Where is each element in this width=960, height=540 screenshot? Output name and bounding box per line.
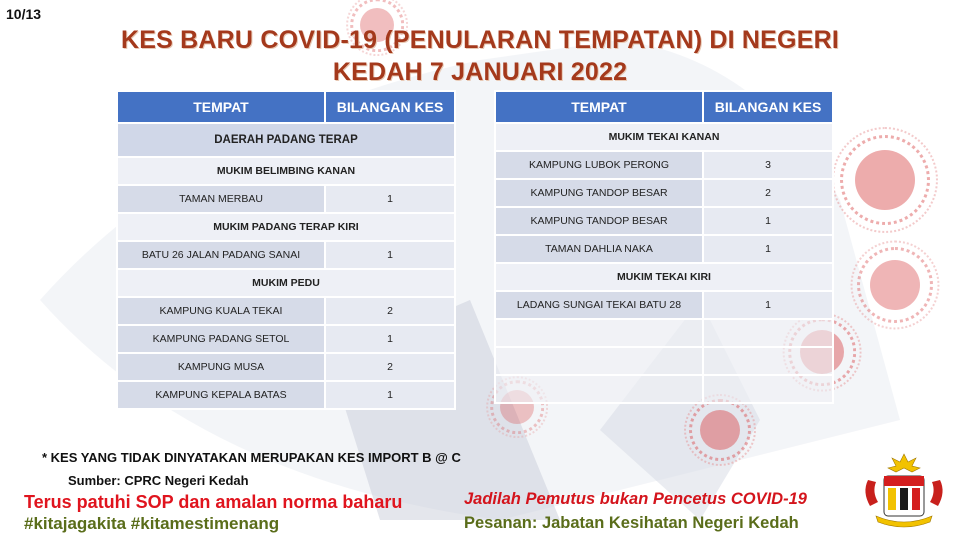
table-row	[117, 241, 455, 269]
count-cell: 1	[325, 185, 455, 213]
mukim-label: MUKIM BELIMBING KANAN	[117, 157, 455, 185]
mukim-label: MUKIM TEKAI KIRI	[495, 263, 833, 291]
table-header-row	[495, 91, 833, 123]
place-cell: KAMPUNG TANDOP BESAR	[495, 179, 703, 207]
place-cell: BATU 26 JALAN PADANG SANAI	[117, 241, 325, 269]
table-header-row	[117, 91, 455, 123]
count-cell: 3	[703, 151, 833, 179]
sop-message: Terus patuhi SOP dan amalan norma baharu	[24, 492, 403, 512]
table-row	[117, 325, 455, 353]
table-row	[495, 235, 833, 263]
count-cell: 1	[325, 241, 455, 269]
place-cell: LADANG SUNGAI TEKAI BATU 28	[495, 291, 703, 319]
table-row	[495, 151, 833, 179]
footnote: * KES YANG TIDAK DINYATAKAN MERUPAKAN KES IMPORT B @ C	[42, 450, 461, 465]
table-row	[495, 179, 833, 207]
left-cases-table	[116, 90, 456, 410]
place-cell: KAMPUNG TANDOP BESAR	[495, 207, 703, 235]
right-cases-table	[494, 90, 834, 404]
count-cell: 1	[703, 235, 833, 263]
mukim-row	[117, 213, 455, 241]
header-bilangan-kes: BILANGAN KES	[703, 91, 833, 123]
place-cell: TAMAN MERBAU	[117, 185, 325, 213]
table-row	[495, 291, 833, 319]
coat-of-arms-icon	[858, 452, 950, 530]
table-row	[117, 353, 455, 381]
empty-row	[495, 347, 833, 375]
place-cell: KAMPUNG LUBOK PERONG	[495, 151, 703, 179]
header-bilangan-kes: BILANGAN KES	[325, 91, 455, 123]
virus-decoration	[855, 150, 915, 210]
empty-row	[495, 375, 833, 403]
count-cell: 1	[703, 207, 833, 235]
virus-decoration	[870, 260, 920, 310]
count-cell: 2	[325, 353, 455, 381]
header-tempat: TEMPAT	[495, 91, 703, 123]
table-row	[117, 381, 455, 409]
page-title	[100, 24, 860, 88]
mukim-label: MUKIM TEKAI KANAN	[495, 123, 833, 151]
virus-decoration	[700, 410, 740, 450]
header-tempat: TEMPAT	[117, 91, 325, 123]
title-line-1: KES BARU COVID-19 (PENULARAN TEMPATAN) DI NEGERI	[121, 26, 839, 54]
source-text: Sumber: CPRC Negeri Kedah	[68, 473, 249, 488]
table-row	[117, 185, 455, 213]
slogan: Jadilah Pemutus bukan Pencetus COVID-19	[464, 490, 807, 508]
mukim-label: MUKIM PEDU	[117, 269, 455, 297]
mukim-row	[495, 263, 833, 291]
place-cell: TAMAN DAHLIA NAKA	[495, 235, 703, 263]
mukim-row	[117, 269, 455, 297]
pesanan-text: Pesanan: Jabatan Kesihatan Negeri Kedah	[464, 514, 799, 532]
count-cell: 1	[325, 325, 455, 353]
place-cell: KAMPUNG KUALA TEKAI	[117, 297, 325, 325]
count-cell: 2	[325, 297, 455, 325]
empty-row	[495, 319, 833, 347]
place-cell: KAMPUNG PADANG SETOL	[117, 325, 325, 353]
place-cell: KAMPUNG MUSA	[117, 353, 325, 381]
table-row	[495, 207, 833, 235]
district-label: DAERAH PADANG TERAP	[117, 123, 455, 157]
count-cell: 2	[703, 179, 833, 207]
table-row	[117, 297, 455, 325]
mukim-row	[495, 123, 833, 151]
place-cell: KAMPUNG KEPALA BATAS	[117, 381, 325, 409]
count-cell: 1	[703, 291, 833, 319]
hashtags: #kitajagakita #kitamestimenang	[24, 514, 280, 533]
page-number: 10/13	[6, 6, 42, 22]
mukim-label: MUKIM PADANG TERAP KIRI	[117, 213, 455, 241]
district-row	[117, 123, 455, 157]
mukim-row	[117, 157, 455, 185]
title-line-2: KEDAH 7 JANUARI 2022	[332, 58, 628, 86]
count-cell: 1	[325, 381, 455, 409]
